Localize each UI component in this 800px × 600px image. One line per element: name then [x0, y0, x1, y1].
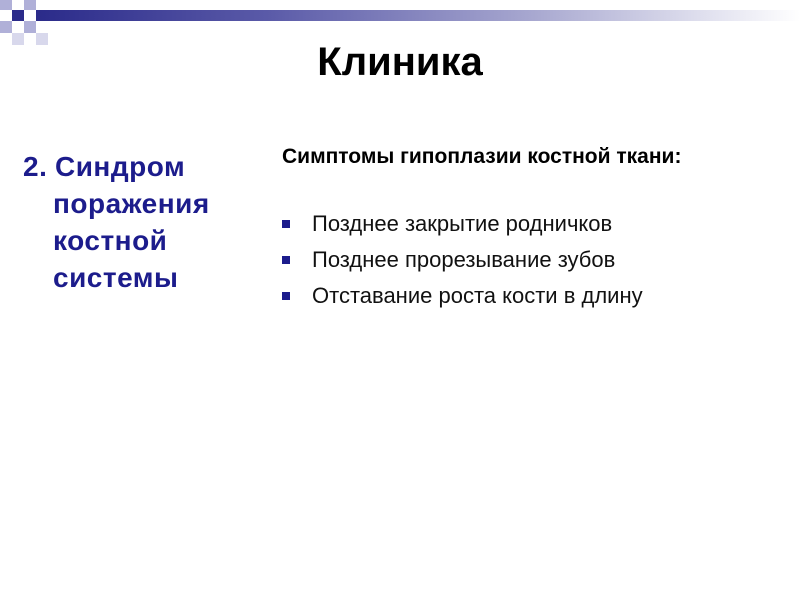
syndrome-heading-first-line [23, 148, 238, 185]
list-item [282, 206, 792, 242]
list-item-text: Позднее прорезывание зубов [312, 247, 616, 272]
slide-title: Клиника [317, 40, 483, 84]
list-item-text: Отставание роста кости в длину [312, 283, 643, 308]
symptoms-block [282, 143, 792, 314]
square-bullet-icon [282, 256, 290, 264]
checker-square [24, 21, 36, 33]
symptoms-list [282, 206, 792, 314]
syndrome-line: костной [53, 225, 168, 256]
syndrome-heading [23, 148, 238, 296]
square-bullet-icon [282, 220, 290, 228]
syndrome-line: Синдром [55, 151, 186, 182]
list-item-text: Позднее закрытие родничков [312, 211, 613, 236]
checker-square [24, 0, 36, 10]
checker-square [12, 10, 24, 21]
symptoms-subtitle: Симптомы гипоплазии костной ткани: [282, 145, 682, 168]
square-bullet-icon [282, 292, 290, 300]
syndrome-line: поражения [53, 188, 210, 219]
checker-square [0, 21, 12, 33]
syndrome-line: системы [53, 262, 179, 293]
top-gradient-bar [38, 10, 800, 21]
list-item [282, 242, 792, 278]
list-item [282, 278, 792, 314]
checker-square [0, 0, 12, 10]
syndrome-number: 2. [23, 151, 48, 182]
